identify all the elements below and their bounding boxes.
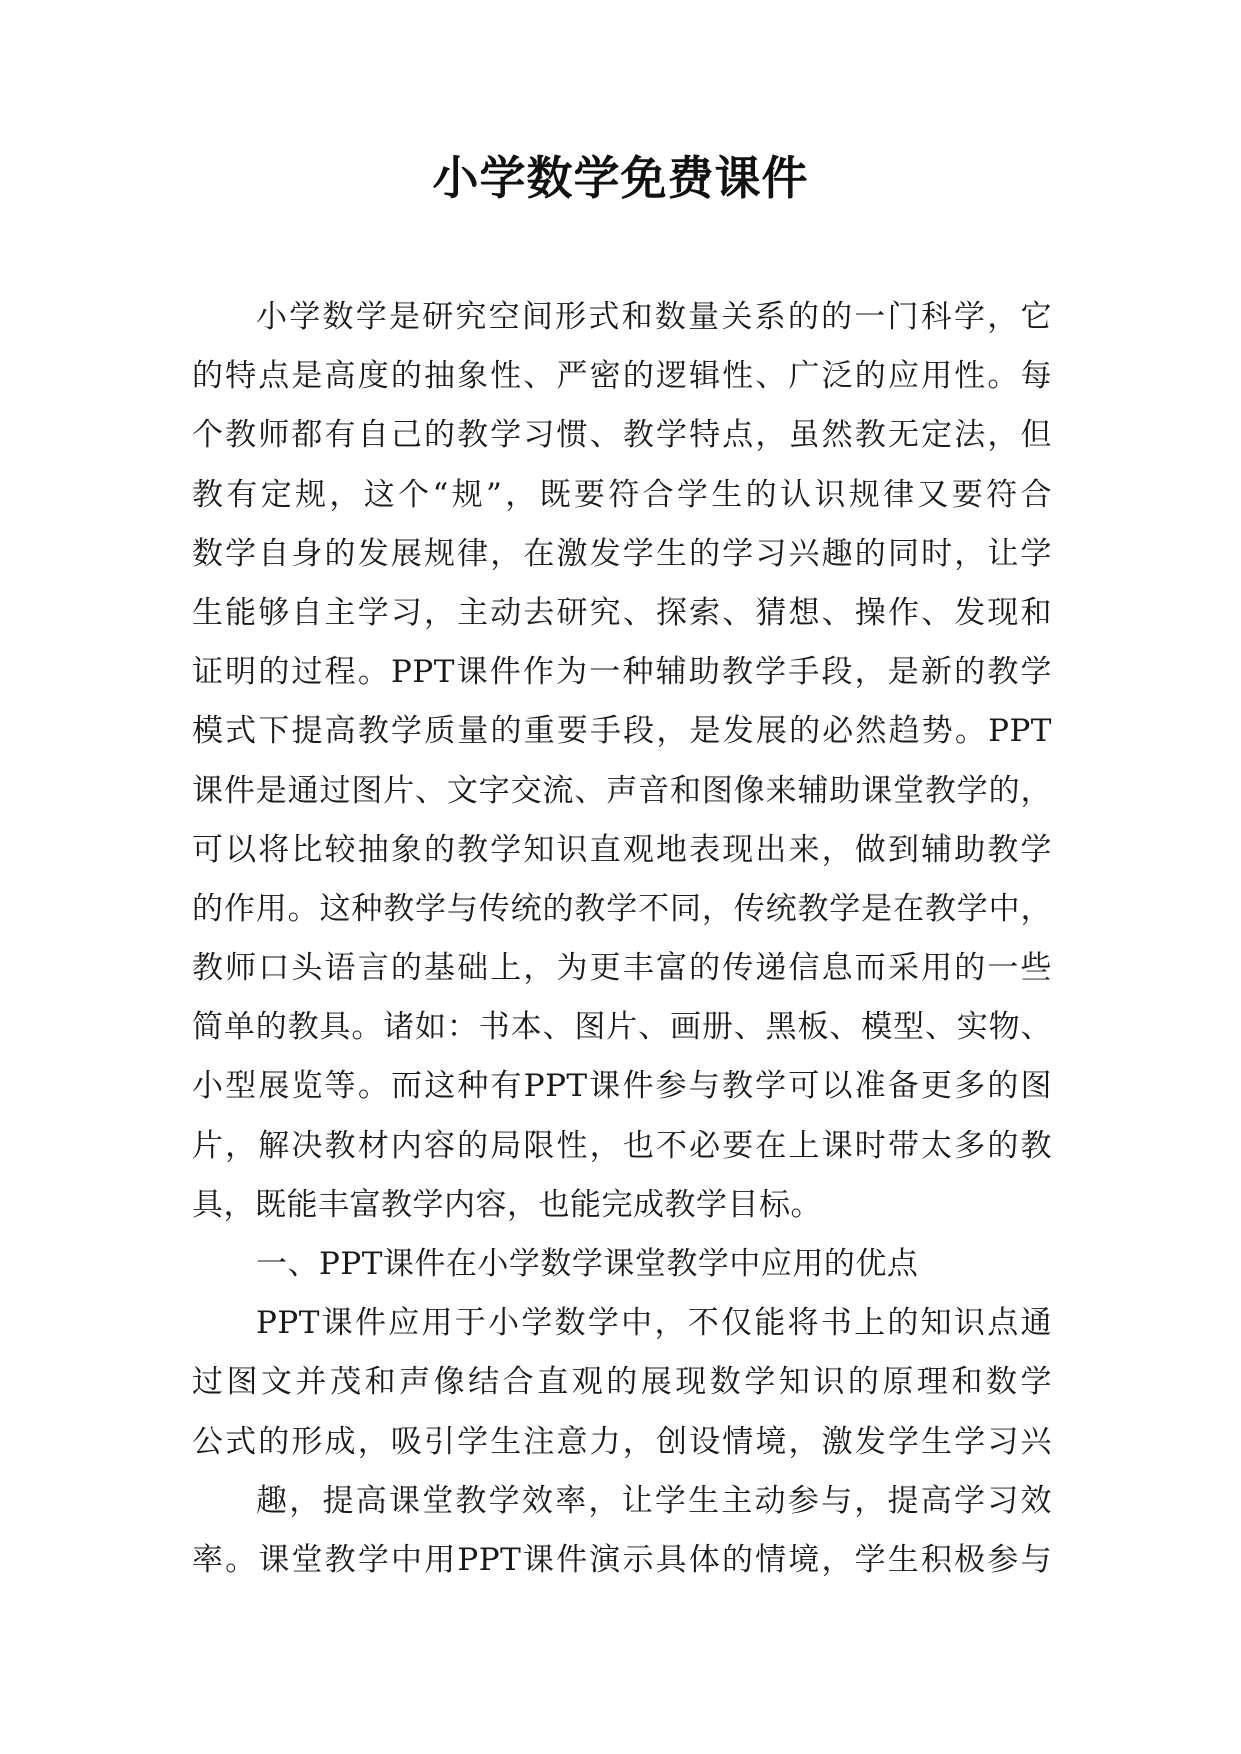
body-text-line: 的作用。这种教学与传统的教学不同，传统教学是在教学中， bbox=[192, 890, 1052, 927]
body-text-line: 课件是通过图片、文字交流、声音和图像来辅助课堂教学的， bbox=[192, 772, 1052, 809]
body-text-line: 小学数学是研究空间形式和数量关系的的一门科学，它 bbox=[256, 299, 1052, 335]
body-text-line: 的特点是高度的抽象性、严密的逻辑性、广泛的应用性。每 bbox=[192, 358, 1052, 395]
body-text-line: 模式下提高教学质量的重要手段，是发展的必然趋势。PPT bbox=[192, 713, 1052, 750]
body-text-line: 生能够自主学习，主动去研究、探索、猜想、操作、发现和 bbox=[192, 594, 1052, 631]
body-text-line: PPT课件应用于小学数学中，不仅能将书上的知识点通 bbox=[256, 1305, 1052, 1342]
body-text-line: 数学自身的发展规律，在激发学生的学习兴趣的同时，让学 bbox=[192, 535, 1052, 572]
body-text-line: 小型展览等。而这种有PPT课件参与教学可以准备更多的图 bbox=[192, 1068, 1052, 1105]
body-text-line: 趣，提高课堂教学效率，让学生主动参与，提高学习效 bbox=[256, 1482, 1052, 1519]
body-text-line: 一、PPT课件在小学数学课堂教学中应用的优点 bbox=[256, 1246, 919, 1282]
body-text-line: 过图文并茂和声像结合直观的展现数学知识的原理和数学 bbox=[192, 1364, 1052, 1401]
body-text-line: 简单的教具。诸如：书本、图片、画册、黑板、模型、实物、 bbox=[192, 1009, 1052, 1046]
body-text-line: 率。课堂教学中用PPT课件演示具体的情境，学生积极参与 bbox=[192, 1541, 1052, 1578]
body-text-line: 可以将比较抽象的教学知识直观地表现出来，做到辅助教学 bbox=[192, 831, 1052, 868]
body-text-line: 具，既能丰富教学内容，也能完成教学目标。 bbox=[192, 1186, 822, 1223]
document-title: 小学数学免费课件 bbox=[432, 151, 809, 205]
body-text-line: 证明的过程。PPT课件作为一种辅助教学手段，是新的教学 bbox=[192, 654, 1052, 691]
body-text-line: 教师口头语言的基础上，为更丰富的传递信息而采用的一些 bbox=[192, 950, 1052, 987]
body-text-line: 公式的形成，吸引学生注意力，创设情境，激发学生学习兴 bbox=[192, 1423, 1052, 1460]
document-body bbox=[192, 288, 1052, 1590]
body-text-line: 个教师都有自己的教学习惯、教学特点，虽然教无定法，但 bbox=[192, 417, 1052, 454]
body-text-line: 教有定规，这个“规”，既要符合学生的认识规律又要符合 bbox=[192, 476, 1052, 513]
body-text-line: 片，解决教材内容的局限性，也不必要在上课时带太多的教 bbox=[192, 1127, 1052, 1164]
